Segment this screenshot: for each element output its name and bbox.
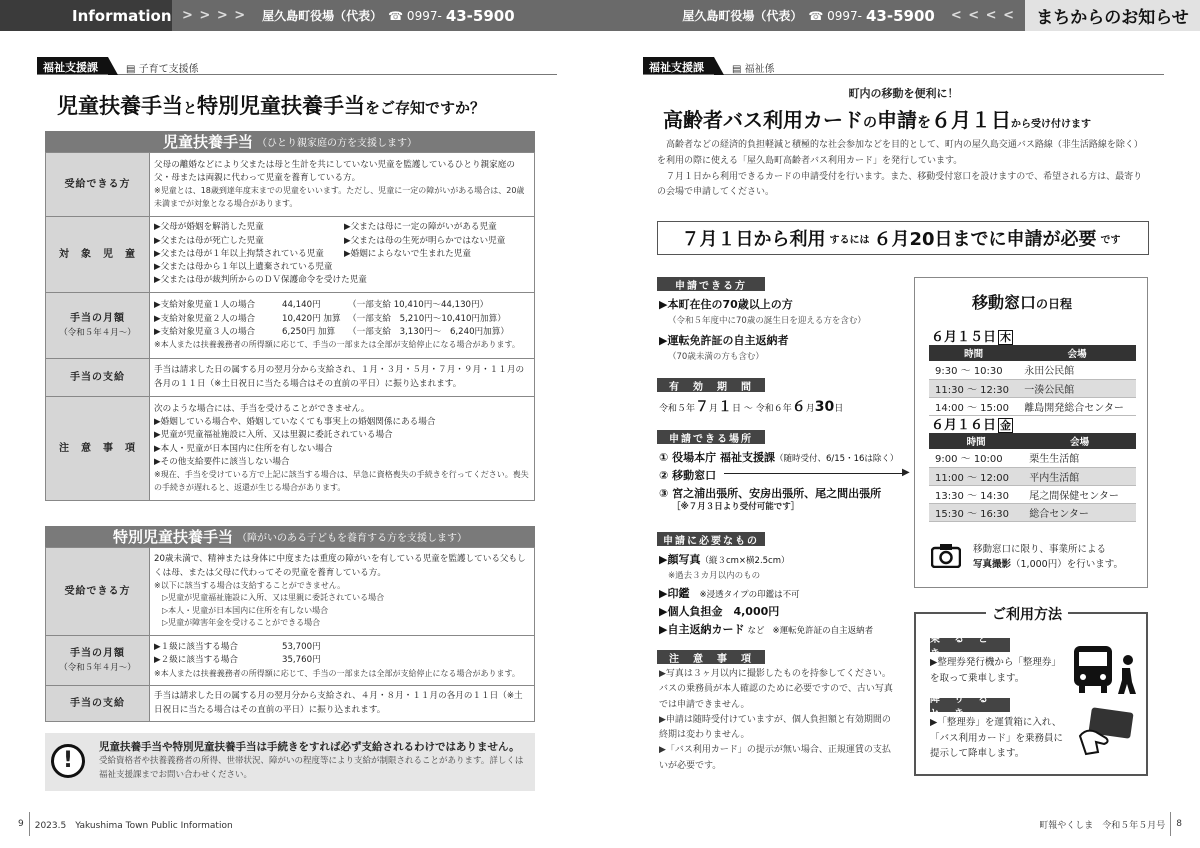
bus-icon [1072, 642, 1140, 702]
list-item: ▷児童が児童福祉施設に入所、又は里親に委託されている場合 [162, 593, 385, 603]
table-row [929, 361, 1136, 379]
list-text: 申請は随時受付けていますが、個人負担額と有効期間の終期は変わりません。 [659, 714, 891, 741]
phone-icon: ☎ 0997- [808, 8, 862, 23]
table-row [46, 397, 535, 501]
row-label: 手当の支給 [46, 359, 150, 397]
weekday-box: 木 [1000, 331, 1012, 344]
alight-label: 降 り る と き [930, 698, 1010, 712]
amount-line: ▶支給対象児童２人の場合 10,420円 加算 （一部支給 5,210円〜10,410円加算） [154, 313, 530, 326]
row-content [150, 153, 535, 217]
venue-cell: 永田公民館 [1018, 361, 1136, 379]
row-text: 手当は請求した日の属する月の翌月分から支給され、１月・３月・５月・７月・９月・１１月の各月の１１日（※土日祝日に当たる場合はその直前の平日）に振り込まれます。 [150, 359, 535, 397]
period-num: １ [718, 399, 733, 415]
period-text [659, 396, 843, 416]
list-text: 父または母が裁判所からのＤＶ保護命令を受けた児童 [160, 275, 367, 286]
list-item: ▶「バス利用カード」の提示が無い場合、正規運賃の支払いが必要です。 [659, 745, 891, 771]
time-cell: 9:30 〜 10:30 [929, 361, 1018, 379]
table-row [46, 153, 535, 217]
row-label: 手当の支給 [46, 686, 150, 722]
need-item-4: ▶自主返納カード など ※運転免許証の自主返納者 [659, 623, 874, 636]
arrow-right-icon: ▶ [902, 467, 910, 478]
list-item: ▶父または母の生死が明らかではない児童 [344, 235, 506, 246]
footer-text: 2023.5 Yakushima Town Public Information [34, 820, 233, 831]
photo-note-line [973, 557, 1145, 572]
row-text: 手当は請求した日の属する月の翌月分から支給され、４月・８月・１１月の各月の１１日（※土日祝日に当たる場合はその直前の平日）に振り込まれます。 [150, 686, 535, 722]
right-page [600, 0, 1200, 848]
mobile-window-schedule [914, 277, 1148, 588]
row-content [150, 636, 535, 686]
list-item: ▶父または母から１年以上遺棄されている児童 [154, 262, 333, 273]
arrow-right-icons: > > > > [182, 8, 247, 23]
page-number: 8 [1176, 819, 1182, 829]
contact-label: 福祉係 [744, 64, 775, 75]
amount-case: 支給対象児童２人の場合 [160, 313, 256, 324]
section-title: 特別児童扶養手当 [112, 528, 233, 546]
weekday-box: 金 [1000, 419, 1012, 432]
time-cell: 15:30 〜 16:30 [929, 503, 1023, 521]
item-text: 印鑑 [667, 587, 690, 600]
amount-value: 53,700円 [282, 641, 321, 652]
list-item: ▶その他支給要件に該当しない場合 [154, 457, 290, 468]
photo-note-bold: 写真撮影 [973, 559, 1012, 571]
time-cell: 11:00 〜 12:00 [929, 467, 1023, 485]
page-title [663, 104, 1091, 133]
intro-text: 高齢者などの経済的負担軽減と積極的な社会参加などを目的として、町内の屋久島交通バス路線（非生活路線を除く）を利用の際に使える「屋久島町高齢者バス利用カード」を発行しています。 ７月１日から利用できるカードの申請受付を行います。また、移動受付窓口を設けますので、希望される方は、最寄りの会場で申請してください。 [657, 140, 1143, 198]
period-num: 30 [814, 399, 835, 415]
dept-label: 福祉支援課 [643, 57, 714, 74]
item-text: ③ 宮之浦出張所、安房出張所、尾之間出張所 [659, 487, 882, 500]
row-content [150, 397, 535, 501]
office-name: 屋久島町役場（代表） [262, 9, 383, 23]
row-text: 20歳未満で、精神または身体に中度または重度の障がいを有している児童を監護している父もしくは母、または父母に代わってその児童を養育している方。 [154, 554, 526, 578]
deadline-banner [657, 221, 1149, 255]
place-item-1 [659, 449, 898, 465]
list-item: ▶父または母が死亡した児童 [154, 235, 264, 246]
amount-value: 10,420円 加算 [282, 313, 341, 324]
dept-tag [37, 57, 557, 75]
item-text: ① 役場本庁 福祉支援課 [659, 451, 775, 464]
title-part: ６月１日 [931, 108, 1011, 132]
caution-list [659, 667, 899, 774]
photo-note [973, 542, 1145, 572]
list-text: 父または母が死亡した児童 [160, 235, 264, 246]
card-hand-icon [1076, 706, 1138, 760]
footer-text: 町報やくしま 令和５年５月号 [1039, 820, 1166, 831]
list-item: ▶父母が婚姻を解消した児童 [154, 222, 264, 233]
row-label [46, 636, 150, 686]
title-part: の [863, 115, 877, 131]
phone-icon: ☎ 0997- [388, 8, 442, 23]
title-part: をご存知ですか？ [365, 99, 486, 117]
row-content [150, 548, 535, 636]
venue-cell: 栗生生活館 [1023, 449, 1136, 467]
item-sub: （令和５年度中に70歳の誕生日を迎える方を含む） [668, 316, 866, 326]
list-text: 婚姻によらないで生まれた児童 [350, 248, 471, 259]
board-text: 整理券発行機から「整理券」を取って乗車します。 [930, 657, 1061, 684]
title-part: 特別児童扶養手当 [197, 94, 365, 118]
left-footer [18, 812, 233, 836]
target-list [154, 221, 530, 261]
schedule-title-part: の日程 [1036, 297, 1073, 311]
item-note: ※過去３カ月以内のもの [668, 571, 761, 581]
row-label-sub: （令和５年４月〜） [59, 662, 136, 673]
row-content [150, 217, 535, 293]
schedule-day-1 [931, 326, 1013, 345]
need-item-3: ▶個人負担金 4,000円 [659, 605, 780, 618]
item-sub: ［※７月３日より受付可能です］ [672, 502, 800, 512]
title-part: 申請 [877, 108, 917, 132]
amount-partial: （一部支給 10,410円〜44,130円） [348, 300, 489, 311]
dept-label: 福祉支援課 [37, 57, 108, 74]
contact-section: ▤ 福祉係 [732, 64, 775, 75]
table-row [46, 293, 535, 359]
table-row [929, 397, 1136, 415]
alight-text-box: ▶「整理券」を運賃箱に入れ、「バス利用カード」を乗務員に提示して降車します。 [930, 717, 1064, 760]
venue-cell: 平内生活館 [1023, 467, 1136, 485]
camera-icon [931, 542, 961, 572]
day-date: ６月１６日 [931, 418, 997, 433]
row-note: ※本人または扶養義務者の所得額に応じて、手当の一部または全部が支給停止になる場合があります。 [154, 668, 520, 678]
col-header: 時間 [929, 433, 1023, 449]
item-text: 顔写真 [667, 553, 701, 566]
amount-partial: （一部支給 3,130円〜 6,240円加算） [348, 326, 509, 337]
row-note: ※現在、手当を受けている方で上記に該当する場合は、早急に資格喪失の手続きを行ってください。喪失の手続きが遅れると、返還が生じる場合があります。 [154, 470, 529, 492]
photo-note-line: 移動窓口に限り、事業所による [973, 544, 1107, 555]
usage-title: ご利用方法 [986, 604, 1068, 624]
list-text: その他支給要件に該当しない場合 [160, 457, 290, 468]
item-sub: など [747, 626, 765, 636]
table-row [46, 686, 535, 722]
right-footer [1039, 812, 1182, 836]
board-label: 乗 る と き [930, 638, 1010, 652]
item-note: ※運転免許証の自主返納者 [772, 626, 874, 636]
amount-case: １級に該当する場合 [160, 641, 238, 652]
title-part: 児童扶養手当 [57, 94, 183, 118]
amount-case: 支給対象児童１人の場合 [160, 300, 256, 311]
arrow-left-icons: < < < < [950, 8, 1015, 23]
period-num: ６ [791, 399, 806, 415]
row-label: 対 象 児 童 [46, 217, 150, 293]
page-number: 9 [18, 819, 24, 829]
list-text: 父または母の生死が明らかではない児童 [350, 235, 506, 246]
row-note: ※児童とは、18歳到達年度末までの児童をいいます。ただし、児童に一定の障がいがある場合は、20歳未満までが対象となる場合があります。 [154, 186, 525, 208]
item-text: 自主返納カード [667, 623, 745, 636]
item-note: ※浸透タイプの印鑑は不可 [699, 590, 800, 600]
eligible-label: 申請できる方 [657, 277, 765, 291]
table-row [929, 503, 1136, 521]
item-sub: （70歳未満の方も含む） [668, 352, 764, 362]
time-cell: 14:00 〜 15:00 [929, 397, 1018, 415]
time-cell: 11:30 〜 12:30 [929, 379, 1018, 397]
period-part: 日 [834, 404, 844, 414]
section-head-special-allowance [45, 526, 535, 547]
special-allowance-table [45, 547, 535, 722]
row-label: 受給できる方 [46, 548, 150, 636]
warning-box [45, 733, 535, 791]
amount-line: ▶１級に該当する場合 53,700円 [154, 641, 530, 654]
place-item-2 [659, 467, 716, 483]
phone-number: 43-5900 [865, 6, 935, 25]
title-part: から受け付けます [1011, 119, 1091, 130]
row-label-sub: （令和５年４月〜） [59, 327, 136, 338]
list-text: 父または母から１年以上遺棄されている児童 [160, 262, 333, 273]
period-part: 令和５年 [659, 404, 696, 414]
item-text: ② 移動窓口 [659, 469, 717, 482]
list-text: 写真は３ヶ月以内に撮影したものを持参してください。バスの乗務員が本人確認のために必要ですので、古い写真では申請できません。 [659, 669, 893, 710]
warning-title: 児童扶養手当や特別児童扶養手当は手続きをすれば必ず支給されるわけではありません。 [99, 741, 520, 753]
dept-tag [643, 57, 1164, 75]
schedule-title-part: 移動窓口 [972, 293, 1037, 312]
list-text: 父または母が１年以上拘禁されている児童 [160, 248, 324, 259]
list-text: 本人・児童が日本国内に住所を有しない場合 [168, 605, 329, 615]
item-text: 個人負担金 4,000円 [667, 605, 780, 618]
banner-part: ６月20日までに申請が必要 [873, 229, 1097, 250]
list-item: ▶婚姻によらないで生まれた児童 [344, 248, 471, 259]
row-note: ※本人または扶養義務者の所得額に応じて、手当の一部または全部が支給停止になる場合があります。 [154, 340, 520, 350]
title-part: 高齢者バス利用カード [663, 108, 863, 132]
amount-line: ▶支給対象児童１人の場合 44,140円 （一部支給 10,410円〜44,130円） [154, 299, 530, 312]
list-item: ▶婚姻している場合や、婚姻していなくても事実上の婚姻関係にある場合 [154, 417, 436, 428]
list-item: ▶児童が児童福祉施設に入所、又は里親に委託されている場合 [154, 430, 393, 441]
list-text: 父または母に一定の障がいがある児童 [350, 222, 497, 233]
section-subtitle: （障がいのある子どもを養育する方を支援します） [237, 533, 467, 544]
caution-label: 注 意 事 項 [657, 650, 765, 664]
need-item-1: ▶顔写真（縦３cm×横2.5cm） [659, 553, 790, 566]
table-row [929, 379, 1136, 397]
row-label: 注 意 事 項 [46, 397, 150, 501]
table-row [929, 485, 1136, 503]
period-part: 月 [805, 404, 815, 414]
section-subtitle: （ひとり親家庭の方を支援します） [257, 138, 417, 149]
photo-note-text: （1,000円）を行います。 [1011, 559, 1123, 571]
amount-value: 6,250円 加算 [282, 326, 336, 337]
page-title [57, 90, 485, 120]
right-header-title: まちからのお知らせ [1025, 0, 1200, 31]
row-content [150, 293, 535, 359]
list-text: 児童が児童福祉施設に入所、又は里親に委託されている場合 [168, 593, 385, 603]
exclamation-icon: ! [51, 744, 85, 778]
venue-cell: 総合センター [1023, 503, 1136, 521]
row-text: 父母の離婚などにより父または母と生計を共にしていない児童を監護しているひとり親家庭の父・母または両親に代わって児童を養育している方。 [154, 159, 515, 184]
left-header-title: Information [0, 0, 172, 31]
row-label-text: 手当の月額 [70, 313, 125, 325]
banner-part: です [1100, 234, 1121, 246]
list-item: ▶父または母が１年以上拘禁されている児童 [154, 248, 324, 259]
table-row [46, 548, 535, 636]
period-part: 日 〜 令和６年 [732, 404, 792, 414]
title-part: を [917, 115, 931, 131]
table-row [46, 636, 535, 686]
list-text: 「バス利用カード」の提示が無い場合、正規運賃の支払いが必要です。 [659, 745, 891, 771]
table-row [929, 467, 1136, 485]
item-text: 運転免許証の自主返納者 [667, 334, 789, 347]
row-label: 受給できる方 [46, 153, 150, 217]
amount-value: 44,140円 [282, 300, 321, 311]
office-name: 屋久島町役場（代表） [682, 9, 803, 23]
schedule-day-2 [931, 414, 1013, 433]
section-title: 児童扶養手当 [162, 133, 253, 151]
amount-line: ▶２級に該当する場合 35,760円 [154, 654, 530, 667]
amount-case: ２級に該当する場合 [160, 655, 238, 666]
col-header: 時間 [929, 345, 1018, 361]
venue-cell: 尾之間保健センター [1023, 485, 1136, 503]
left-header-contact [172, 0, 600, 31]
schedule-title [972, 290, 1072, 313]
table-row [46, 359, 535, 397]
amount-value: 35,760円 [282, 655, 321, 666]
item-sub: （随時受付、6/15・16は除く） [774, 454, 899, 464]
contact-section: ▤ 子育て支援係 [126, 64, 199, 75]
list-item: ▶本人・児童が日本国内に住所を有しない場合 [154, 443, 333, 454]
title-part: と [183, 101, 197, 117]
row-label-text: 手当の月額 [70, 648, 125, 660]
amount-partial: （一部支給 5,210円〜10,410円加算） [348, 313, 506, 324]
phone-number: 43-5900 [445, 6, 515, 25]
lead-text: 町内の移動を便利に！ [848, 87, 959, 100]
time-cell: 9:00 〜 10:00 [929, 449, 1023, 467]
arrow-line [724, 473, 904, 474]
amount-case: 支給対象児童３人の場合 [160, 326, 256, 337]
usage-box [914, 607, 1148, 776]
item-sub: （縦３cm×横2.5cm） [700, 556, 790, 566]
row-note: ※以下に該当する場合は支給することができません。 [154, 581, 346, 591]
right-header-contact [600, 0, 1025, 31]
place-label: 申請できる場所 [657, 430, 765, 444]
list-text: 本人・児童が日本国内に住所を有しない場合 [160, 443, 333, 454]
row-label [46, 293, 150, 359]
list-item: ▷児童が障害年金を受けることができる場合 [162, 618, 321, 628]
list-item: ▶父または母が裁判所からのＤＶ保護命令を受けた児童 [154, 275, 367, 286]
child-allowance-table [45, 152, 535, 501]
banner-part: するには [829, 234, 870, 246]
schedule-table-2 [929, 433, 1136, 522]
needs-label: 申請に必要なもの [657, 532, 765, 546]
row-text: 次のような場合には、手当を受けることができません。 [154, 403, 370, 414]
board-text-box: ▶整理券発行機から「整理券」を取って乗車します。 [930, 657, 1061, 684]
list-item: ▶写真は３ヶ月以内に撮影したものを持参してください。バスの乗務員が本人確認のために必要ですので、古い写真では申請できません。 [659, 669, 893, 710]
list-text: 婚姻している場合や、婚姻していなくても事実上の婚姻関係にある場合 [160, 417, 436, 428]
contact-label: 子育て支援係 [138, 64, 199, 75]
list-item: ▶申請は随時受付けていますが、個人負担額と有効期間の終期は変わりません。 [659, 714, 891, 741]
section-head-child-allowance [45, 131, 535, 152]
venue-cell: 離島開発総合センター [1018, 397, 1136, 415]
list-text: 児童が児童福祉施設に入所、又は里親に委託されている場合 [160, 430, 393, 441]
eligible-item-2: ▶運転免許証の自主返納者 [659, 334, 789, 347]
amount-line: ▶支給対象児童３人の場合 6,250円 加算 （一部支給 3,130円〜 6,240円加算） [154, 326, 530, 339]
day-date: ６月１５日 [931, 330, 997, 345]
list-text: 父母が婚姻を解消した児童 [160, 222, 264, 233]
venue-cell: 一湊公民館 [1018, 379, 1136, 397]
warning-text: 受給資格者や扶養義務者の所得、世帯状況、障がいの程度等により支給が制限されることがあります。詳しくは福祉支援課までお問い合わせください。 [99, 756, 524, 780]
list-text: 児童が障害年金を受けることができる場合 [168, 618, 321, 628]
period-part: 月 [709, 404, 719, 414]
item-text: 本町在住の70歳以上の方 [667, 298, 793, 311]
col-header: 会場 [1023, 433, 1136, 449]
place-item-3 [659, 485, 881, 501]
banner-part: ７月１日から利用 [681, 229, 826, 250]
table-row [929, 449, 1136, 467]
eligible-item-1: ▶本町在住の70歳以上の方 [659, 298, 793, 311]
time-cell: 13:30 〜 14:30 [929, 485, 1023, 503]
table-row [46, 217, 535, 293]
need-item-2: ▶印鑑 ※浸透タイプの印鑑は不可 [659, 587, 800, 600]
schedule-table-1 [929, 345, 1136, 416]
alight-text: 「整理券」を運賃箱に入れ、「バス利用カード」を乗務員に提示して降車します。 [930, 717, 1064, 760]
period-num: ７ [695, 399, 710, 415]
col-header: 会場 [1018, 345, 1136, 361]
period-label: 有 効 期 間 [657, 378, 765, 392]
list-item: ▷本人・児童が日本国内に住所を有しない場合 [162, 605, 329, 615]
list-item: ▶父または母に一定の障がいがある児童 [344, 222, 497, 233]
